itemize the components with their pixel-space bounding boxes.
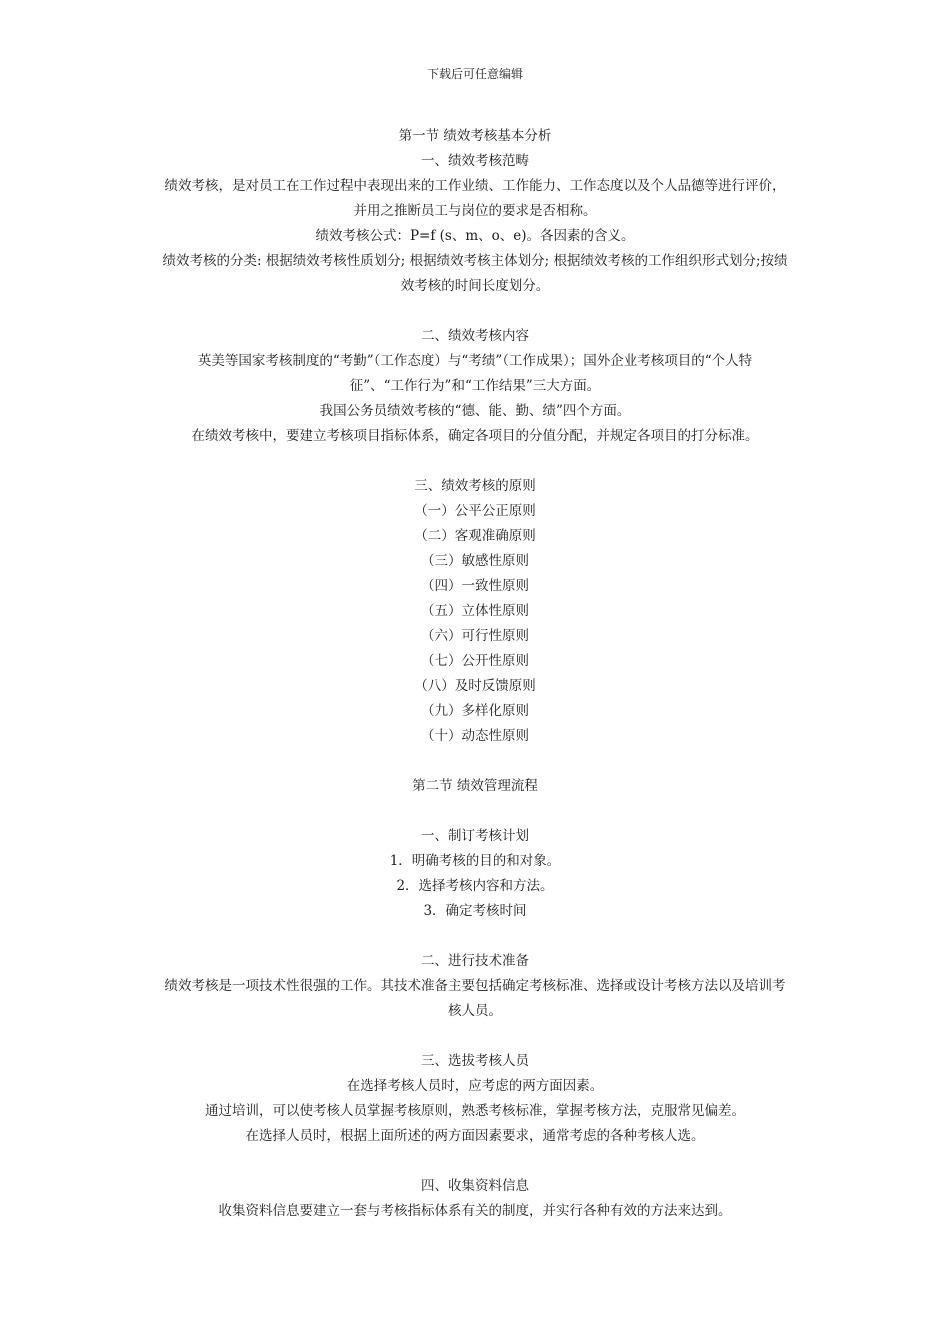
- blank-line: [140, 1149, 810, 1174]
- blank-line: [140, 299, 810, 324]
- paragraph-line: 我国公务员绩效考核的“德、能、勤、绩”四个方面。: [319, 403, 631, 419]
- subsection-heading: 三、绩效考核的原则: [414, 478, 536, 494]
- subsection-heading: 一、制订考核计划: [421, 828, 529, 844]
- principle-item: （十）动态性原则: [421, 728, 529, 744]
- paragraph-line: 在选择考核人员时，应考虑的两方面因素。: [346, 1078, 604, 1094]
- principle-item: （六）可行性原则: [421, 628, 529, 644]
- subsection-heading: 二、绩效考核内容: [421, 328, 529, 344]
- principle-item: （九）多样化原则: [421, 703, 529, 719]
- paragraph-line: 绩效考核的分类: 根据绩效考核性质划分; 根据绩效考核主体划分; 根据绩效考核的工作组织形式划分;按绩: [162, 253, 788, 269]
- principle-item: （五）立体性原则: [421, 603, 529, 619]
- subsection-heading: 四、收集资料信息: [421, 1178, 529, 1194]
- paragraph-line: 通过培训，可以使考核人员掌握考核原则，熟悉考核标准，掌握考核方法，克服常见偏差。: [205, 1103, 745, 1119]
- paragraph-line: 绩效考核，是对员工在工作过程中表现出来的工作业绩、工作能力、工作态度以及个人品德等进行评价，: [164, 178, 786, 194]
- paragraph-line: 并用之推断员工与岗位的要求是否相称。: [353, 203, 597, 219]
- paragraph-line: 英美等国家考核制度的“考勤”（工作态度）与“考绩”（工作成果）；国外企业考核项目的“个人特: [197, 353, 753, 369]
- paragraph-line: 在绩效考核中，要建立考核项目指标体系，确定各项目的分值分配，并规定各项目的打分标准。: [191, 428, 759, 444]
- numbered-item: 1．明确考核的目的和对象。: [389, 853, 561, 869]
- principle-item: （一）公平公正原则: [414, 503, 536, 519]
- section-title: 第一节 绩效考核基本分析: [398, 128, 552, 144]
- subsection-heading: 一、绩效考核范畴: [421, 153, 529, 169]
- principle-item: （二）客观准确原则: [414, 528, 536, 544]
- principle-item: （四）一致性原则: [421, 578, 529, 594]
- paragraph-line: 绩效考核公式：P=f (s、m、o、e)。各因素的含义。: [315, 228, 635, 244]
- page-header: 下载后可任意编辑: [426, 67, 523, 81]
- blank-line: [140, 924, 810, 949]
- subsection-heading: 三、选拔考核人员: [421, 1053, 529, 1069]
- paragraph-line: 绩效考核是一项技术性很强的工作。其技术准备主要包括确定考核标准、选择或设计考核方法以及培训考: [164, 978, 786, 994]
- document-body: [140, 124, 810, 1224]
- principle-item: （七）公开性原则: [421, 653, 529, 669]
- blank-line: [140, 449, 810, 474]
- subsection-heading: 二、进行技术准备: [421, 953, 529, 969]
- paragraph-line: 核人员。: [448, 1003, 502, 1019]
- paragraph-line: 收集资料信息要建立一套与考核指标体系有关的制度，并实行各种有效的方法来达到。: [218, 1203, 732, 1219]
- blank-line: [140, 1024, 810, 1049]
- principle-item: （三）敏感性原则: [421, 553, 529, 569]
- numbered-item: 2．选择考核内容和方法。: [396, 878, 554, 894]
- numbered-item: 3．确定考核时间: [423, 903, 527, 919]
- paragraph-line: 征”、“工作行为”和“工作结果”三大方面。: [349, 378, 601, 394]
- principle-item: （八）及时反馈原则: [414, 678, 536, 694]
- paragraph-line: 在选择人员时，根据上面所述的两方面因素要求，通常考虑的各种考核人选。: [245, 1128, 705, 1144]
- section-title: 第二节 绩效管理流程: [412, 778, 538, 794]
- paragraph-line: 效考核的时间长度划分。: [400, 278, 550, 294]
- blank-line: [140, 799, 810, 824]
- blank-line: [140, 749, 810, 774]
